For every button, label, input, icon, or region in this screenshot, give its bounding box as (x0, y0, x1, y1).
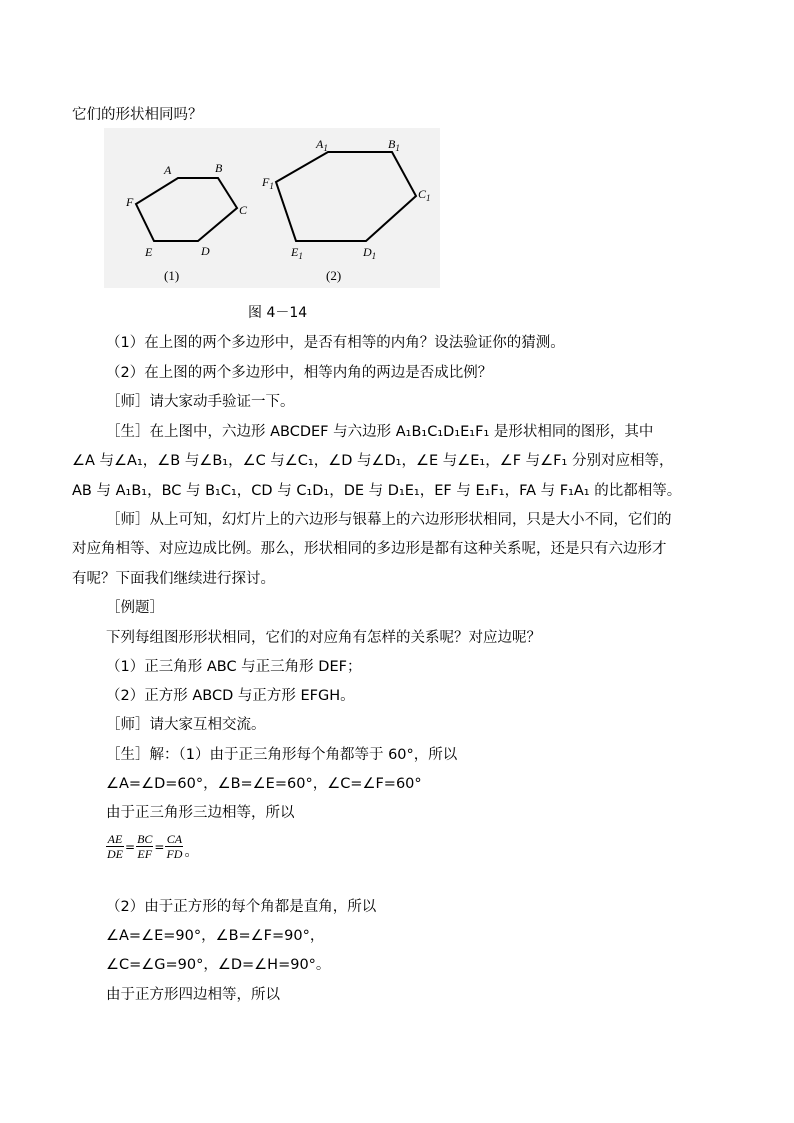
hexagon-1 (136, 178, 237, 241)
example-item-2: （2）正方形 ABCD 与正方形 EFGH。 (106, 688, 355, 704)
solution-angles-2: ∠A=∠E=90°，∠B=∠F=90°， (106, 928, 325, 944)
hex2-label-f: $F_1$ (262, 175, 274, 191)
hex2-label-e: $E_1$ (291, 245, 303, 261)
example-item-1: （1）正三角形 ABC 与正三角形 DEF； (106, 659, 362, 675)
hex1-label-f: F (126, 195, 134, 209)
teacher-line-5: ［师］请大家互相交流。 (106, 717, 266, 733)
hex1-label-b: B (215, 161, 223, 175)
student-line-3: AB 与 A₁B₁，BC 与 B₁C₁，CD 与 C₁D₁，DE 与 D₁E₁，EF 与 E₁F₁，FA 与 F₁A₁ 的比都相等。 (72, 483, 682, 499)
teacher-line-2: ［师］从上可知，幻灯片上的六边形与银幕上的六边形形状相同，只是大小不同，它们的 (106, 512, 672, 528)
solution-angles-3: ∠C=∠G=90°，∠D=∠H=90°。 (106, 957, 331, 973)
question-2: （2）在上图的两个多边形中，相等内角的两边是否成比例？ (106, 365, 493, 381)
question-1: （1）在上图的两个多边形中，是否有相等的内角？设法验证你的猜测。 (106, 335, 565, 351)
hex2-label-b: $B_1$ (388, 137, 400, 153)
hexagon-figure (104, 128, 440, 288)
solution-angles-1: ∠A=∠D=60°，∠B=∠E=60°，∠C=∠F=60° (106, 776, 422, 792)
hex1-label-e: E (145, 245, 153, 259)
solution-line-4: 由于正方形四边相等，所以 (106, 987, 280, 1003)
hex2-label-d: $D_1$ (363, 245, 377, 261)
hex1-label-d: D (201, 244, 210, 258)
caption-1: (1) (164, 268, 180, 283)
solution-line-3: （2）由于正方形的每个角都是直角，所以 (106, 899, 377, 915)
caption-2: (2) (326, 268, 342, 283)
student-line-1: ［生］在上图中，六边形 ABCDEF 与六边形 A₁B₁C₁D₁E₁F₁ 是形状相同的图形，其中 (106, 424, 654, 440)
fraction-2: $\frac{BC}{EF}$ (137, 832, 153, 861)
student-line-2: ∠A 与∠A₁，∠B 与∠B₁，∠C 与∠C₁，∠D 与∠D₁，∠E 与∠E₁，∠F 与∠F₁ 分别对应相等， (72, 453, 674, 469)
hexagon-diagram (104, 128, 440, 288)
teacher-line-1: ［师］请大家动手验证一下。 (106, 394, 295, 410)
solution-line-1: ［生］解：（1）由于正三角形每个角都等于 60°，所以 (106, 747, 458, 763)
fraction-3: $\frac{CA}{FD}$ (166, 832, 183, 861)
hex1-label-c: C (239, 203, 248, 217)
teacher-line-3: 对应角相等、对应边成比例。那么，形状相同的多边形是都有这种关系呢，还是只有六边形才 (72, 541, 667, 557)
hex2-label-a: $A_1$ (316, 137, 328, 153)
fraction-equation: $\frac{AE}{DE}$ = $\frac{BC}{EF}$ = $\frac{CA}{FD}$ 。 (107, 832, 199, 861)
figure-caption: 图 4－14 (248, 305, 308, 321)
example-heading: ［例题］ (106, 600, 164, 616)
hex2-label-c: $C_1$ (418, 187, 431, 203)
hexagon-2 (276, 152, 416, 241)
example-question: 下列每组图形形状相同，它们的对应角有怎样的关系呢？对应边呢？ (106, 630, 541, 646)
fraction-1: $\frac{AE}{DE}$ (107, 832, 123, 861)
hex1-label-a: A (164, 163, 172, 177)
teacher-line-4: 有呢？下面我们继续进行探讨。 (72, 571, 275, 587)
intro-question: 它们的形状相同吗？ (72, 107, 203, 123)
solution-line-2: 由于正三角形三边相等，所以 (106, 805, 295, 821)
